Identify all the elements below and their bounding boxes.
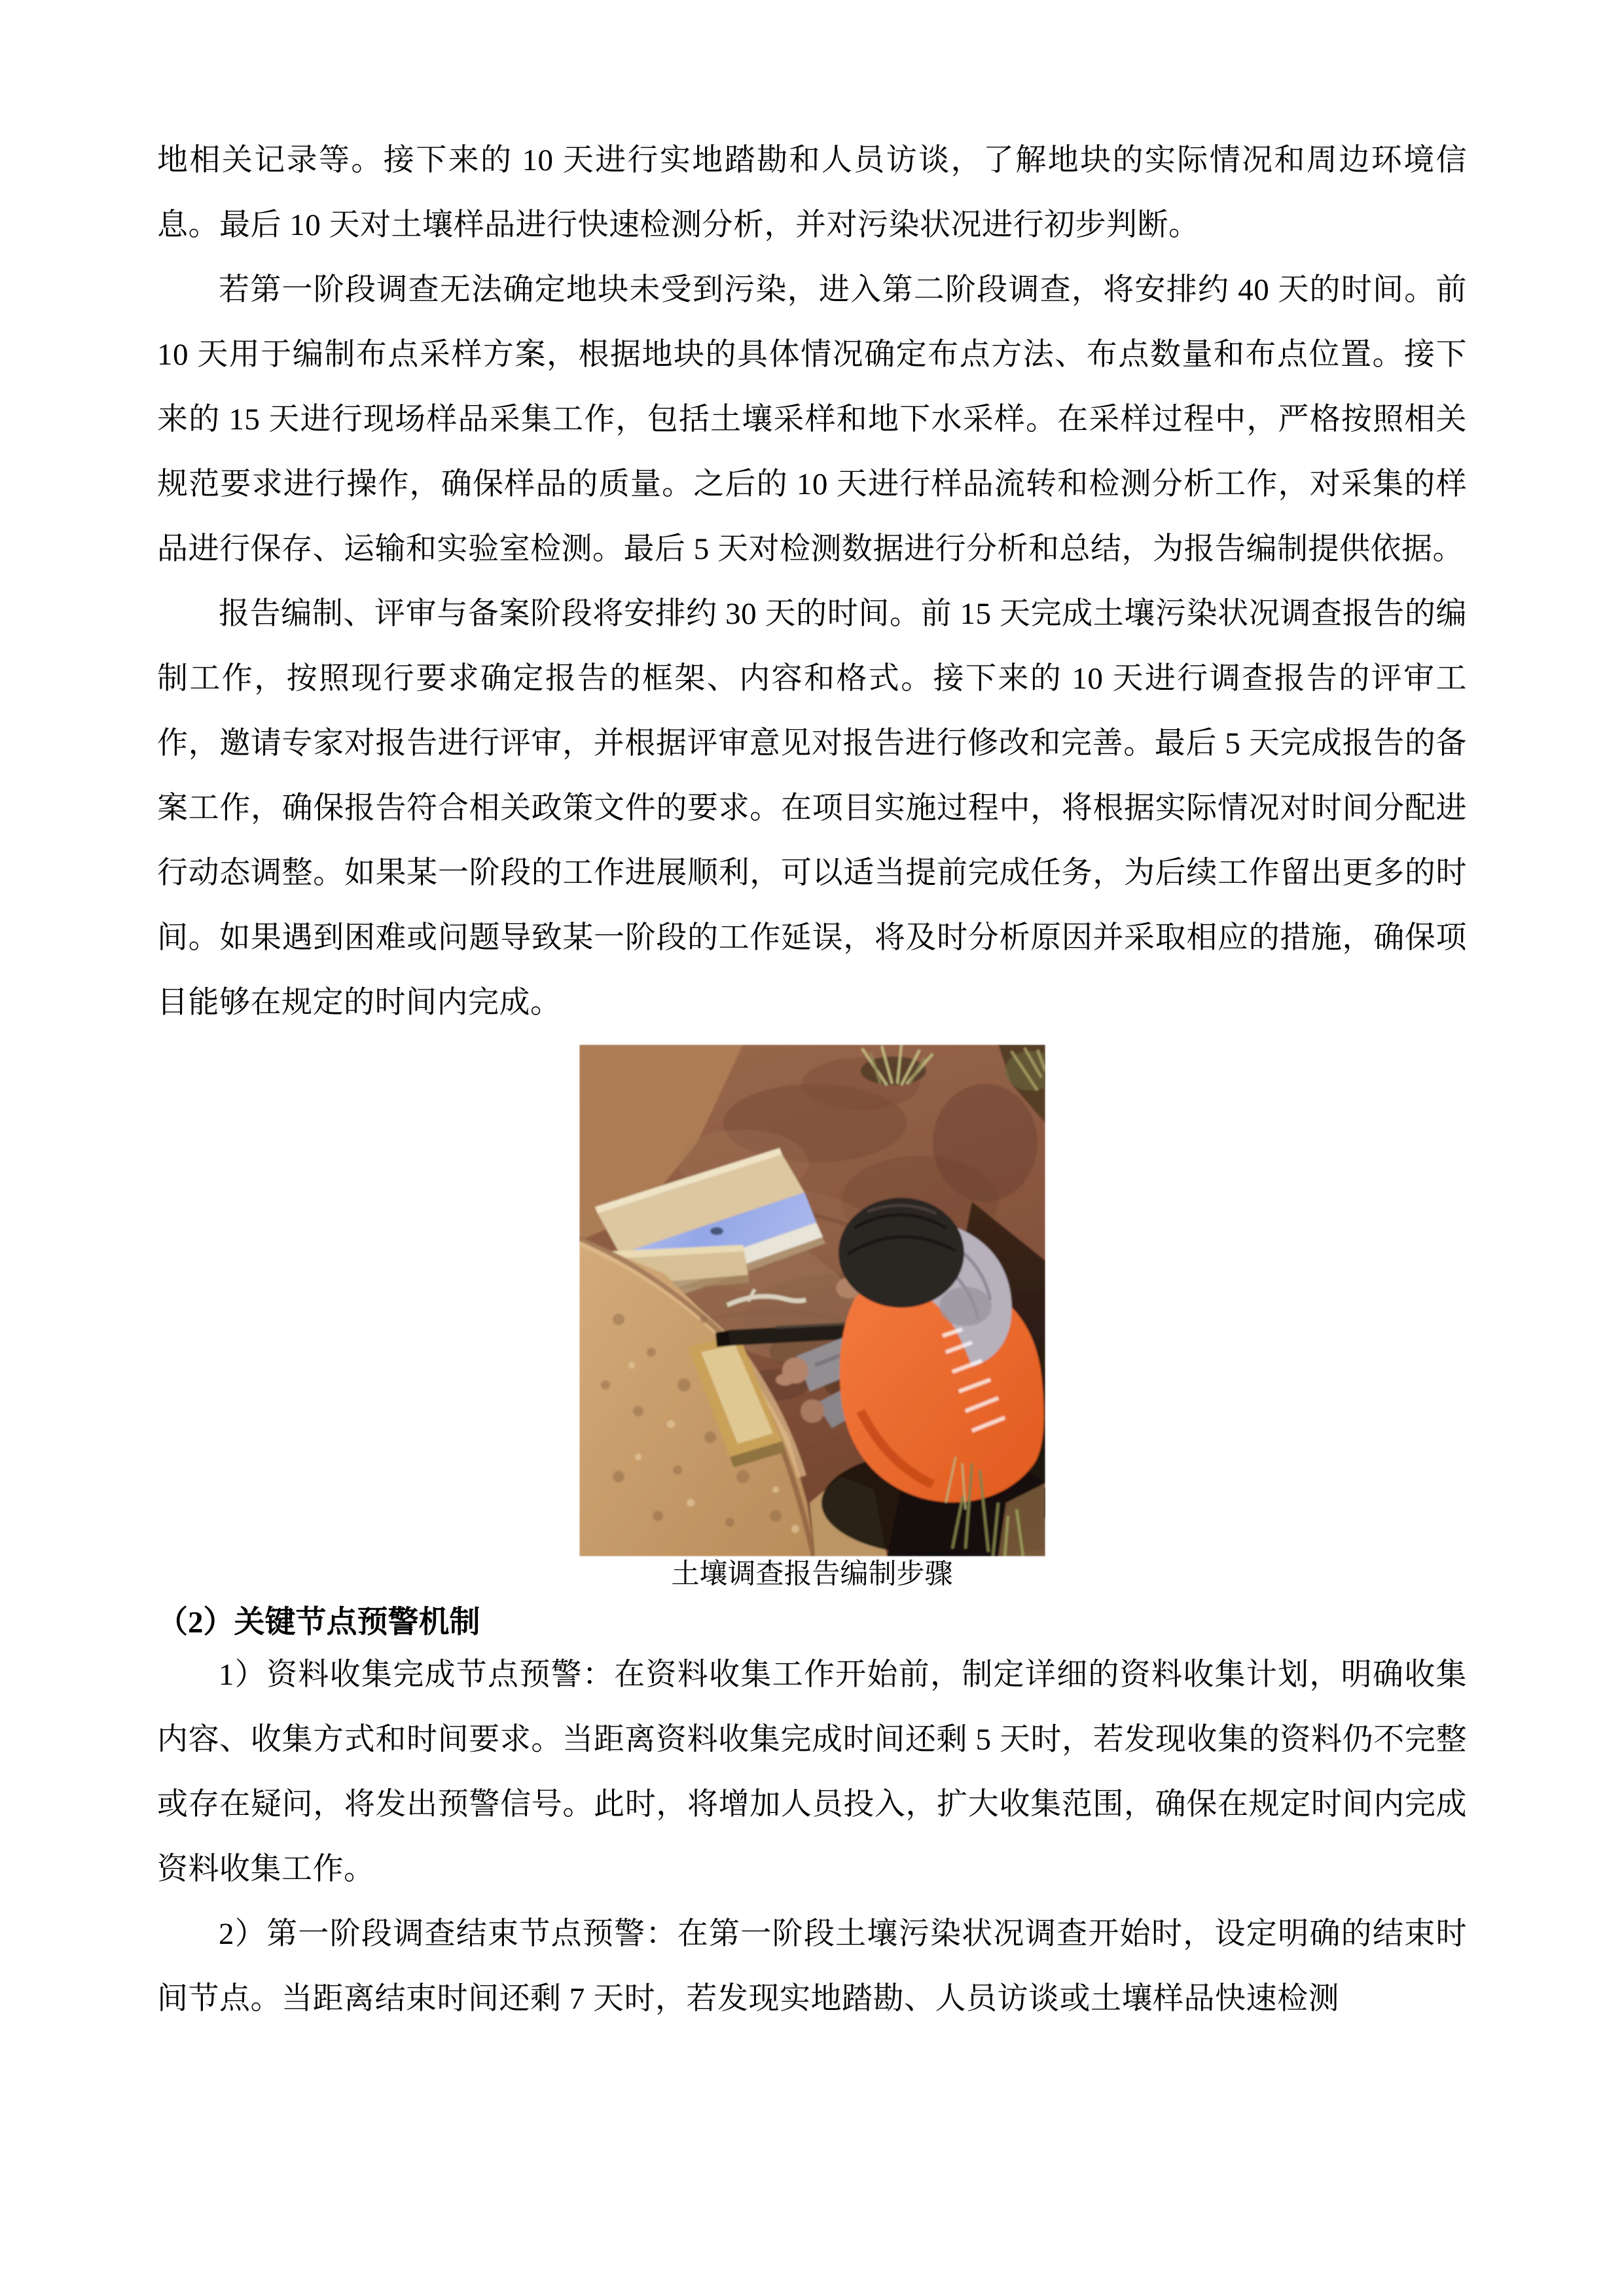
paragraph-stage2: 若第一阶段调查无法确定地块未受到污染，进入第二阶段调查，将安排约 40 天的时间。前 10 天用于编制布点采样方案，根据地块的具体情况确定布点方法、布点数量和布点位置。接下来的 15 天进行现场样品采集工作，包括土壤采样和地下水采样。在采样过程中，严格按照相关规范要求进行操作，确保样品的质量。之后的 10 天进行样品流转和检测分析工作，对采集的样品进行保存、运输和实验室检测。最后 5 天对检测数据进行分析和总结，为报告编制提供依据。: [157, 273, 1467, 566]
paragraph-warning-1: 1）资料收集完成节点预警：在资料收集工作开始前，制定详细的资料收集计划，明确收集内容、收集方式和时间要求。当距离资料收集完成时间还剩 5 天时，若发现收集的资料仍不完整或存在疑问，将发出预警信号。此时，将增加人员投入，扩大收集范围，确保在规定时间内完成资料收集工作。: [157, 1658, 1467, 1886]
paragraph-continuation: 地相关记录等。接下来的 10 天进行实地踏勘和人员访谈，了解地块的实际情况和周边环境信息。最后 10 天对土壤样品进行快速检测分析，并对污染状况进行初步判断。: [157, 143, 1467, 242]
soil-pit-scene: [579, 1045, 1045, 1556]
figure-caption: 土壤调查报告编制步骤: [671, 1559, 953, 1590]
paragraph-report: 报告编制、评审与备案阶段将安排约 30 天的时间。前 15 天完成土壤污染状况调查报告的编制工作，按照现行要求确定报告的框架、内容和格式。接下来的 10 天进行调查报告的评审工作，邀请专家对报告进行评审，并根据评审意见对报告进行修改和完善。最后 5 天完成报告的备案工作，确保报告符合相关政策文件的要求。在项目实施过程中，将根据实际情况对时间分配进行动态调整。如果某一阶段的工作进展顺利，可以适当提前完成任务，为后续工作留出更多的时间。如果遇到困难或问题导致某一阶段的工作延误，将及时分析原因并采取相应的措施，确保项目能够在规定的时间内完成。: [157, 597, 1467, 1020]
paragraph-warning-2: 2）第一阶段调查结束节点预警：在第一阶段土壤污染状况调查开始时，设定明确的结束时间节点。当距离结束时间还剩 7 天时，若发现实地踏勘、人员访谈或土壤样品快速检测: [157, 1917, 1467, 2016]
section-heading: （2）关键节点预警机制: [157, 1605, 480, 1640]
soil-sampling-photo: [579, 1045, 1045, 1556]
figure: [157, 1045, 1467, 1593]
